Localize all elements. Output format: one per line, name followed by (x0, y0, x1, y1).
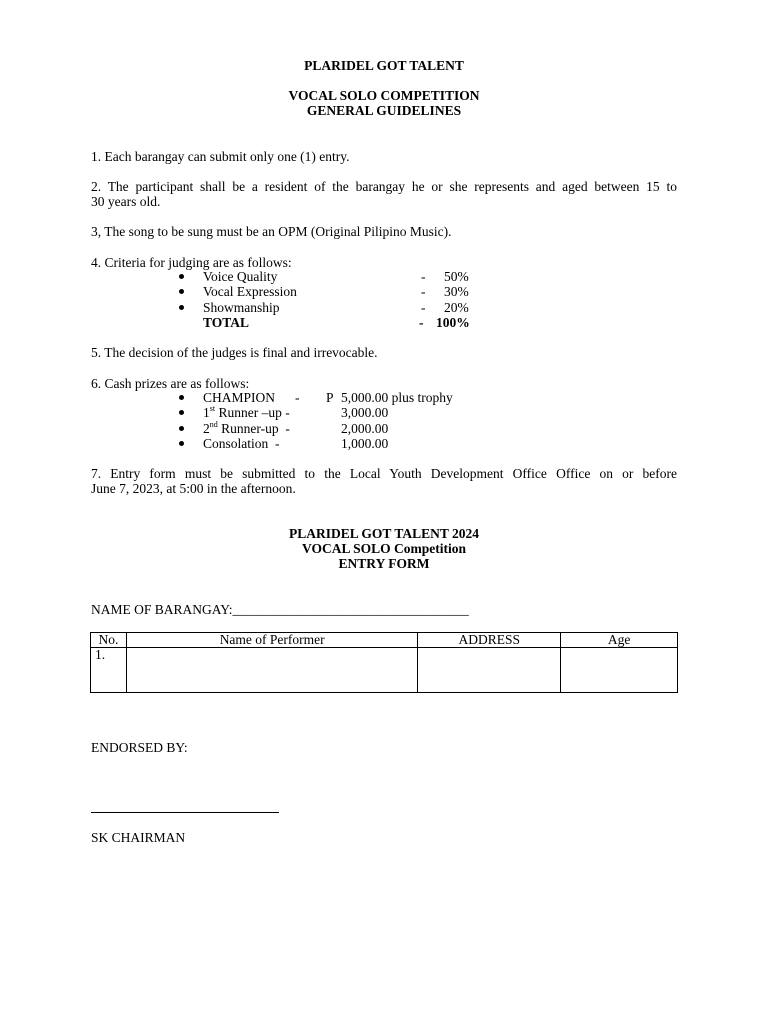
guideline-item-2-line1: 2. The participant shall be a resident of the barangay he or she represents and aged between 15 to (91, 179, 677, 194)
column-header-no: No. (91, 633, 127, 648)
guideline-item-4: 4. Criteria for judging are as follows: (91, 255, 292, 270)
column-header-address: ADDRESS (418, 633, 561, 648)
bullet-icon (179, 289, 184, 294)
bullet-icon (179, 395, 184, 400)
prize-label: Consolation - (203, 436, 280, 451)
criteria-dash: - (421, 300, 426, 315)
guideline-item-7-line2: June 7, 2023, at 5:00 in the afternoon. (91, 481, 296, 496)
criteria-value: 20% (444, 300, 469, 315)
criteria-dash: - (421, 284, 426, 299)
page-title: PLARIDEL GOT TALENT (304, 58, 464, 73)
entry-form-heading: ENTRY FORM (338, 556, 430, 571)
prize-amount: 3,000.00 (341, 405, 389, 420)
prize-label: CHAMPION (203, 390, 276, 405)
barangay-name-field[interactable]: NAME OF BARANGAY:___________________________________ (91, 602, 469, 617)
bullet-icon (179, 274, 184, 279)
criteria-label: Showmanship (203, 300, 280, 315)
guideline-item-3: 3, The song to be sung must be an OPM (Original Pilipino Music). (91, 224, 452, 239)
prize-dash: - (295, 390, 300, 405)
criteria-value: 50% (444, 269, 469, 284)
prize-amount: 5,000.00 plus trophy (341, 390, 453, 405)
performer-table (90, 632, 678, 693)
guidelines-title: GENERAL GUIDELINES (306, 103, 462, 118)
criteria-dash: - (421, 269, 426, 284)
total-dash: - (419, 315, 424, 330)
table-row (91, 648, 678, 693)
criteria-label: Vocal Expression (203, 284, 297, 299)
entry-form-title: PLARIDEL GOT TALENT 2024 (289, 526, 479, 541)
guideline-item-5: 5. The decision of the judges is final and irrevocable. (91, 345, 378, 360)
cell-performer-name[interactable] (126, 648, 417, 693)
guideline-item-7-line1: 7. Entry form must be submitted to the Local Youth Development Office Office on or before (91, 466, 677, 481)
prize-label: 1st Runner –up - (203, 403, 290, 420)
cell-no: 1. (91, 648, 127, 693)
column-header-name: Name of Performer (126, 633, 417, 648)
bullet-icon (179, 410, 184, 415)
endorsed-by-label: ENDORSED BY: (91, 740, 188, 755)
prize-label: 2nd Runner-up - (203, 419, 290, 436)
prize-amount: 2,000.00 (341, 421, 389, 436)
guideline-item-1: 1. Each barangay can submit only one (1) entry. (91, 149, 350, 164)
total-value: 100% (436, 315, 470, 330)
entry-form-subtitle: VOCAL SOLO Competition (302, 541, 466, 556)
cell-age[interactable] (561, 648, 678, 693)
bullet-icon (179, 305, 184, 310)
signature-line[interactable] (91, 812, 279, 813)
total-label: TOTAL (203, 315, 250, 330)
signatory-title: SK CHAIRMAN (91, 830, 186, 845)
table-header-row (91, 633, 678, 648)
prize-currency: P (326, 390, 334, 405)
guideline-item-2-line2: 30 years old. (91, 194, 161, 209)
competition-title: VOCAL SOLO COMPETITION (288, 88, 480, 103)
bullet-icon (179, 426, 184, 431)
column-header-age: Age (561, 633, 678, 648)
criteria-label: Voice Quality (203, 269, 278, 284)
cell-address[interactable] (418, 648, 561, 693)
guideline-item-6: 6. Cash prizes are as follows: (91, 376, 250, 391)
bullet-icon (179, 441, 184, 446)
prize-amount: 1,000.00 (341, 436, 389, 451)
criteria-value: 30% (444, 284, 469, 299)
